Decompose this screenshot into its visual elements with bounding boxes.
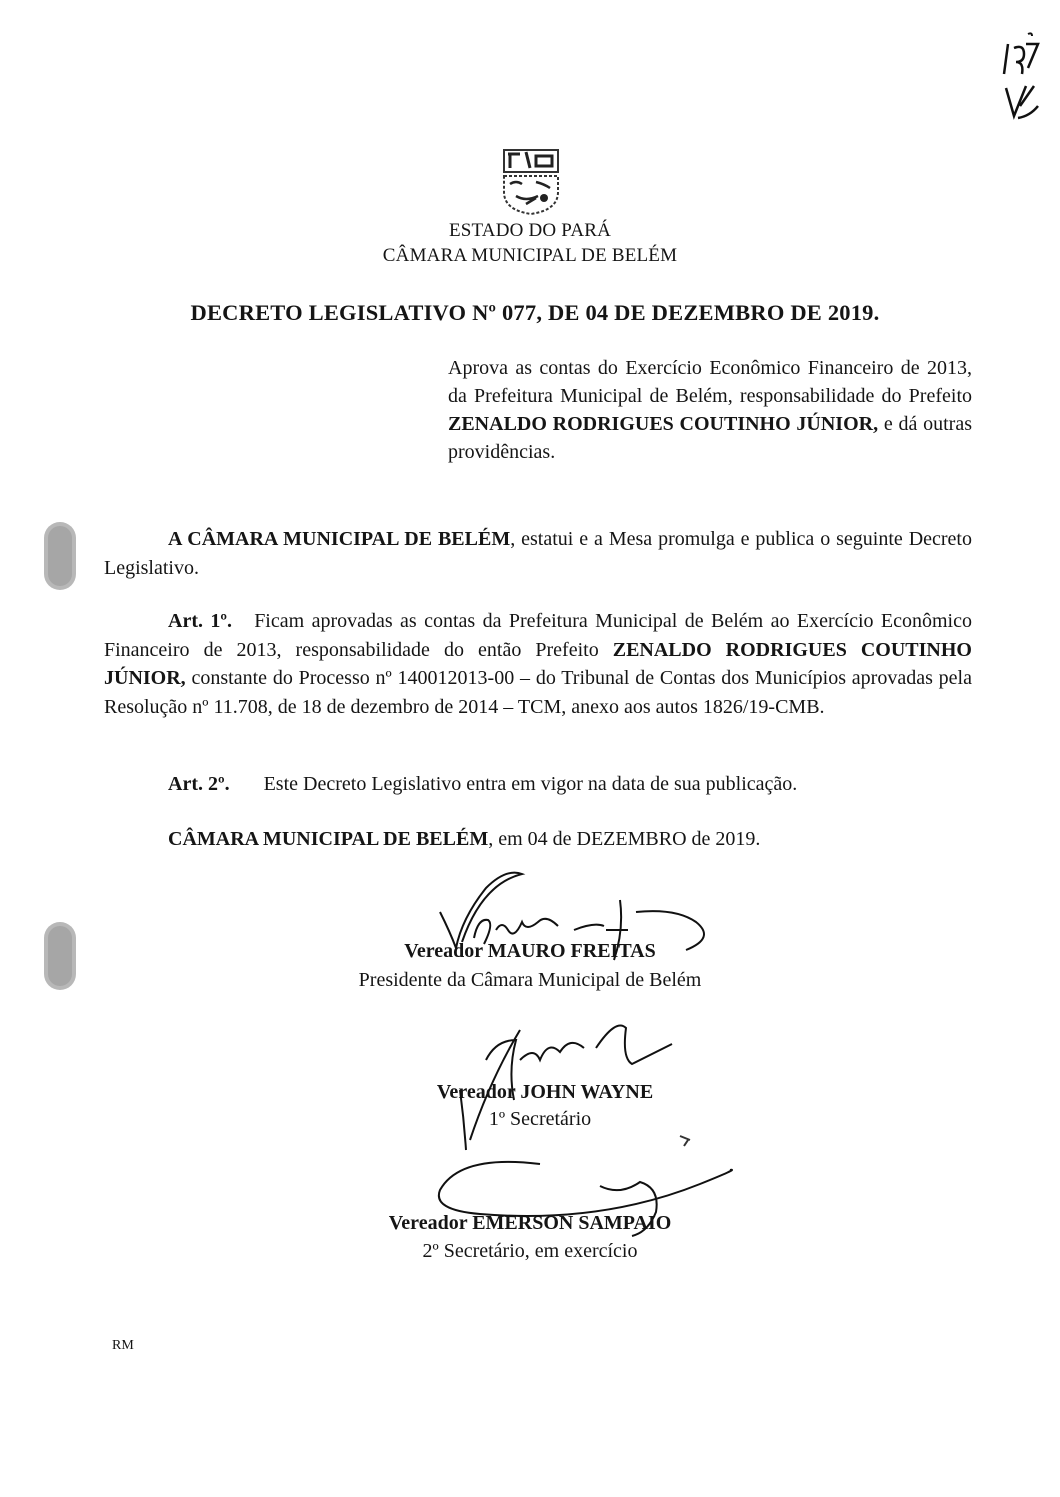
state-name: ESTADO DO PARÁ — [448, 220, 612, 241]
closing-chamber: CÂMARA MUNICIPAL DE BELÉM — [168, 828, 489, 850]
article-1 — [104, 607, 972, 721]
signature-1-name: Vereador MAURO FREITAS — [404, 940, 656, 962]
signature-2-role: 1º Secretário — [488, 1108, 592, 1130]
ementa-mayor-name: ZENALDO RODRIGUES COUTINHO JÚNIOR, — [448, 413, 879, 435]
article-1-text-end: constante do Processo nº 140012013-00 – do Tribunal de Contas dos Municípios aprovadas pela Resolução nº 11.708, de 18 de dezembro de 2014 – TCM, anexo aos autos 1826/19-CMB. — [104, 667, 972, 718]
article-1-mayor-name: ZENALDO RODRIGUES COUTINHO JÚNIOR, — [104, 638, 972, 689]
chamber-name: CÂMARA MUNICIPAL DE BELÉM — [382, 245, 678, 266]
signature-3-role: 2º Secretário, em exercício — [422, 1240, 638, 1262]
closing-line — [168, 828, 760, 851]
footer-initials: RM — [112, 1338, 134, 1353]
coat-of-arms-icon — [496, 146, 566, 216]
signature-2-name: Vereador JOHN WAYNE — [436, 1081, 654, 1103]
ementa-text-end: e dá outras providências. — [448, 413, 972, 463]
intro-paragraph — [104, 525, 972, 582]
article-2 — [168, 773, 797, 796]
closing-date: , em 04 de DEZEMBRO de 2019. — [488, 828, 761, 850]
punch-hole-icon — [40, 920, 80, 992]
article-1-label: Art. 1º. — [168, 610, 232, 632]
article-1-text: Ficam aprovadas as contas da Prefeitura Municipal de Belém ao Exercício Econômico Financeiro de 2013, responsabilidade do então Prefeito — [104, 610, 972, 661]
intro-text: , estatui e a Mesa promulga e publica o seguinte Decreto Legislativo. — [104, 528, 972, 579]
handwritten-page-number — [990, 30, 1050, 130]
article-2-text: Este Decreto Legislativo entra em vigor na data de sua publicação. — [263, 773, 798, 795]
signature-1-role: Presidente da Câmara Municipal de Belém — [358, 969, 702, 991]
article-2-label: Art. 2º. — [168, 773, 230, 795]
signature-3-name: Vereador EMERSON SAMPAIO — [388, 1212, 672, 1234]
ementa-text: Aprova as contas do Exercício Econômico Financeiro de 2013, da Prefeitura Municipal de Belém, responsabilidade do Prefeito — [448, 357, 972, 407]
intro-chamber: A CÂMARA MUNICIPAL DE BELÉM — [168, 528, 511, 550]
punch-hole-icon — [40, 520, 80, 592]
decree-ementa — [448, 354, 972, 466]
decree-title: DECRETO LEGISLATIVO Nº 077, DE 04 DE DEZEMBRO DE 2019. — [190, 300, 880, 325]
